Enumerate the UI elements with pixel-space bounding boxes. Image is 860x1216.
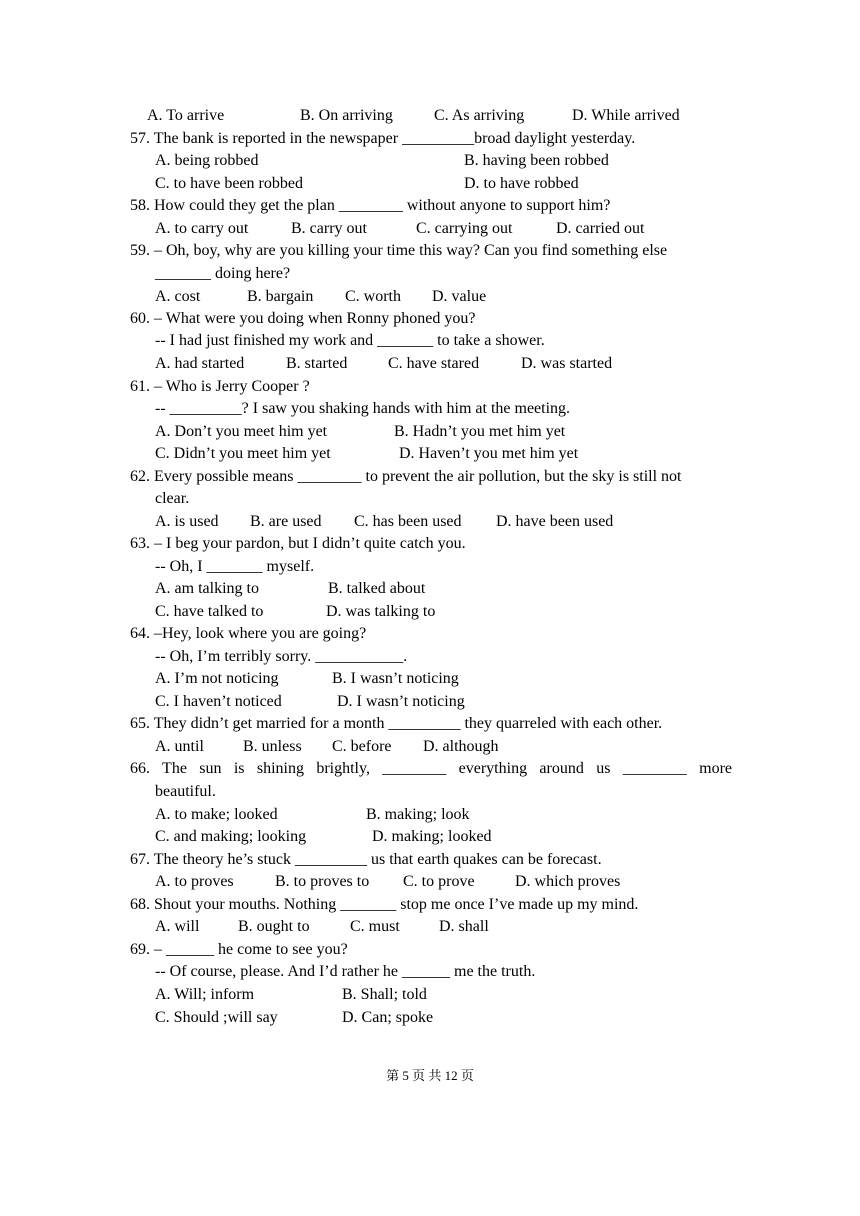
q65-option-b: B. unless — [243, 738, 302, 755]
q59-option-a: A. cost — [155, 288, 201, 305]
q58-stem: 58. How could they get the plan ________ without anyone to support him? — [130, 197, 611, 214]
q69-stem-line1: 69. – ______ he come to see you? — [130, 941, 348, 958]
q57-option-c: C. to have been robbed — [155, 175, 303, 192]
q60-option-b: B. started — [286, 355, 348, 372]
q69-option-b: B. Shall; told — [342, 986, 427, 1003]
q60-option-c: C. have stared — [388, 355, 480, 372]
q61-option-b: B. Hadn’t you met him yet — [394, 423, 566, 440]
q65-option-a: A. until — [155, 738, 204, 755]
page-number: 第 5 页 共 12 页 — [386, 1068, 474, 1083]
q62-option-a: A. is used — [155, 513, 219, 530]
q69-option-d: D. Can; spoke — [342, 1009, 434, 1026]
q62-option-c: C. has been used — [354, 513, 462, 530]
q56-option-a: A. To arrive — [147, 107, 225, 124]
q63-option-d: D. was talking to — [326, 603, 436, 620]
q67-stem: 67. The theory he’s stuck _________ us that earth quakes can be forecast. — [130, 851, 602, 868]
q60-option-a: A. had started — [155, 355, 245, 372]
q59-option-b: B. bargain — [247, 288, 314, 305]
q61-option-a: A. Don’t you meet him yet — [155, 423, 328, 440]
q58-option-c: C. carrying out — [416, 220, 513, 237]
q57-option-a: A. being robbed — [155, 152, 259, 169]
q61-option-c: C. Didn’t you meet him yet — [155, 445, 331, 462]
q59-stem-line1: 59. – Oh, boy, why are you killing your time this way? Can you find something else — [130, 242, 668, 259]
q69-stem-line2: -- Of course, please. And I’d rather he ______ me the truth. — [155, 963, 536, 980]
q63-option-b: B. talked about — [328, 580, 426, 597]
q66-stem-line1: 66. The sun is shining brightly, ________ everything around us ________ more — [130, 760, 732, 777]
q67-option-b: B. to proves to — [275, 873, 370, 890]
q63-stem-line1: 63. – I beg your pardon, but I didn’t quite catch you. — [130, 535, 466, 552]
q64-stem-line1: 64. –Hey, look where you are going? — [130, 625, 367, 642]
q60-stem-line1: 60. – What were you doing when Ronny phoned you? — [130, 310, 476, 327]
q66-option-a: A. to make; looked — [155, 806, 278, 823]
q57-option-d: D. to have robbed — [464, 175, 579, 192]
q62-stem-line1: 62. Every possible means ________ to prevent the air pollution, but the sky is still not — [130, 468, 682, 485]
q67-option-c: C. to prove — [403, 873, 475, 890]
q58-option-a: A. to carry out — [155, 220, 249, 237]
q67-option-d: D. which proves — [515, 873, 621, 890]
q56-option-b: B. On arriving — [300, 107, 393, 124]
q64-option-d: D. I wasn’t noticing — [337, 693, 465, 710]
q60-stem-line2: -- I had just finished my work and _______ to take a shower. — [155, 332, 545, 349]
q65-option-d: D. although — [423, 738, 499, 755]
q61-stem-line2: -- _________? I saw you shaking hands with him at the meeting. — [155, 400, 571, 417]
q59-option-d: D. value — [432, 288, 487, 305]
q57-option-b: B. having been robbed — [464, 152, 609, 169]
q64-option-a: A. I’m not noticing — [155, 670, 279, 687]
q65-stem: 65. They didn’t get married for a month _________ they quarreled with each other. — [130, 715, 663, 732]
q61-stem-line1: 61. – Who is Jerry Cooper ? — [130, 378, 310, 395]
q66-option-d: D. making; looked — [372, 828, 492, 845]
q68-option-a: A. will — [155, 918, 200, 935]
q63-stem-line2: -- Oh, I _______ myself. — [155, 558, 315, 575]
page-footer — [0, 1067, 860, 1085]
q56-option-d: D. While arrived — [572, 107, 680, 124]
q66-stem-line2: beautiful. — [155, 783, 216, 800]
q68-option-c: C. must — [350, 918, 400, 935]
q66-option-c: C. and making; looking — [155, 828, 307, 845]
q64-option-b: B. I wasn’t noticing — [332, 670, 459, 687]
q64-stem-line2: -- Oh, I’m terribly sorry. ___________. — [155, 648, 408, 665]
q69-option-c: C. Should ;will say — [155, 1009, 278, 1026]
q57-stem: 57. The bank is reported in the newspaper _________broad daylight yesterday. — [130, 130, 636, 147]
q59-option-c: C. worth — [345, 288, 401, 305]
q62-option-b: B. are used — [250, 513, 322, 530]
q62-stem-line2: clear. — [155, 490, 190, 507]
q63-option-a: A. am talking to — [155, 580, 259, 597]
q69-option-a: A. Will; inform — [155, 986, 255, 1003]
q64-option-c: C. I haven’t noticed — [155, 693, 282, 710]
q62-option-d: D. have been used — [496, 513, 614, 530]
q67-option-a: A. to proves — [155, 873, 234, 890]
q61-option-d: D. Haven’t you met him yet — [399, 445, 579, 462]
q66-option-b: B. making; look — [366, 806, 470, 823]
q56-option-c: C. As arriving — [434, 107, 525, 124]
q63-option-c: C. have talked to — [155, 603, 264, 620]
q68-option-d: D. shall — [439, 918, 489, 935]
q59-stem-line2: _______ doing here? — [155, 265, 291, 282]
q60-option-d: D. was started — [521, 355, 613, 372]
q68-option-b: B. ought to — [238, 918, 310, 935]
q65-option-c: C. before — [332, 738, 392, 755]
q58-option-b: B. carry out — [291, 220, 367, 237]
q58-option-d: D. carried out — [556, 220, 645, 237]
q68-stem: 68. Shout your mouths. Nothing _______ stop me once I’ve made up my mind. — [130, 896, 639, 913]
